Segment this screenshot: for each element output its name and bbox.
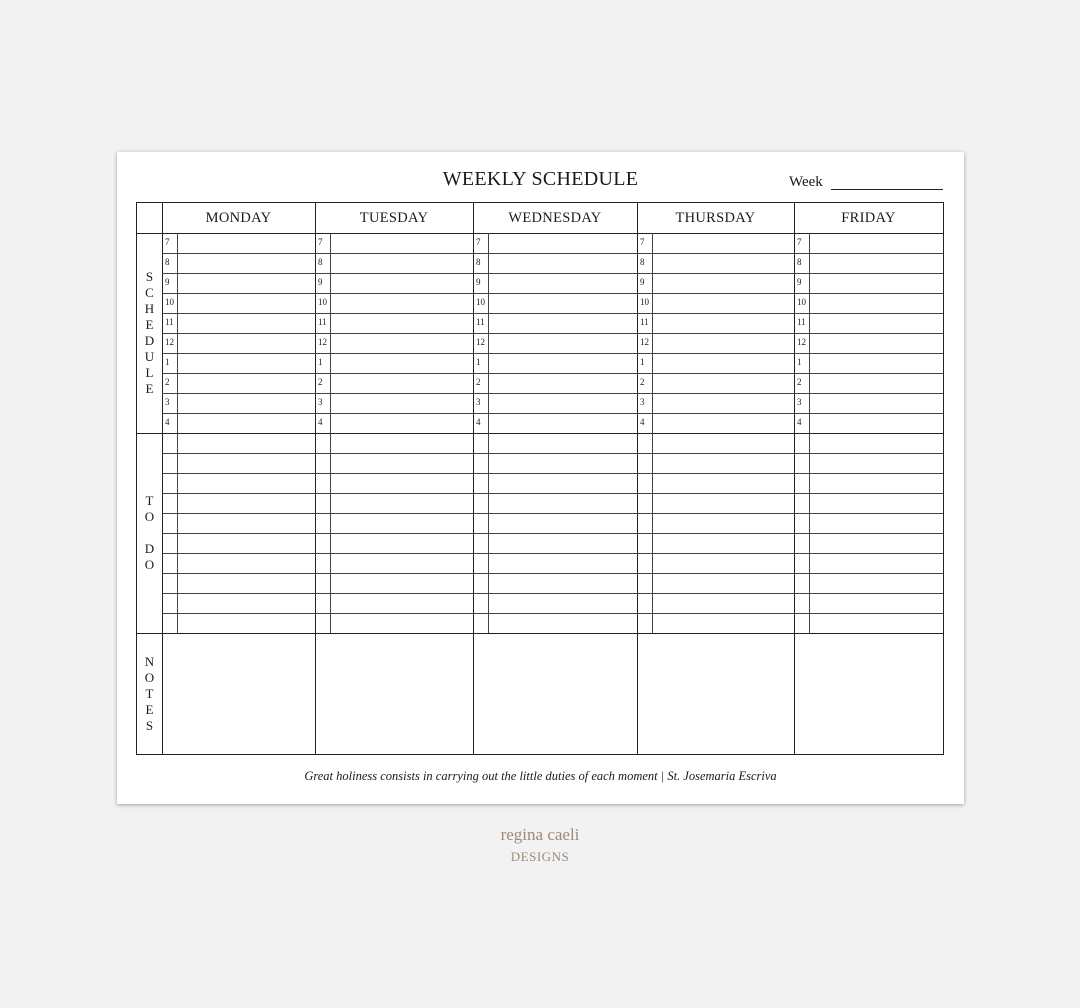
notes-cell[interactable] xyxy=(316,634,472,752)
hour-label: 4 xyxy=(476,417,481,427)
week-field-line xyxy=(831,189,943,190)
hour-label: 10 xyxy=(640,297,649,307)
hour-label: 7 xyxy=(797,237,802,247)
hour-label: 11 xyxy=(476,317,485,327)
schedule-cell[interactable] xyxy=(653,234,793,432)
schedule-cell[interactable] xyxy=(331,234,472,432)
hour-label: 12 xyxy=(318,337,327,347)
section-label-notes xyxy=(137,633,162,755)
hour-label: 4 xyxy=(165,417,170,427)
hour-label: 1 xyxy=(797,357,802,367)
planner-sheet xyxy=(117,152,964,804)
hour-label: 12 xyxy=(165,337,174,347)
schedule-grid xyxy=(136,202,944,755)
hour-label: 4 xyxy=(318,417,323,427)
section-letter: E xyxy=(145,317,154,332)
hour-label: 2 xyxy=(640,377,645,387)
day-header-thursday: THURSDAY xyxy=(675,210,756,226)
hour-label: 2 xyxy=(476,377,481,387)
hour-label: 9 xyxy=(797,277,802,287)
hour-label: 7 xyxy=(165,237,170,247)
notes-cell[interactable] xyxy=(474,634,636,752)
hour-label: 8 xyxy=(318,257,323,267)
notes-cell[interactable] xyxy=(638,634,793,752)
section-label-todo xyxy=(137,433,162,633)
hour-label: 11 xyxy=(640,317,649,327)
hour-label: 7 xyxy=(476,237,481,247)
hour-label: 8 xyxy=(165,257,170,267)
hour-label: 3 xyxy=(797,397,802,407)
hour-label: 8 xyxy=(640,257,645,267)
section-letter: L xyxy=(145,365,154,380)
hour-label: 4 xyxy=(797,417,802,427)
hour-label: 2 xyxy=(797,377,802,387)
hour-label: 9 xyxy=(165,277,170,287)
notes-cell[interactable] xyxy=(163,634,314,752)
day-header-tuesday: TUESDAY xyxy=(359,210,429,226)
hour-label: 2 xyxy=(318,377,323,387)
hour-label: 2 xyxy=(165,377,170,387)
hour-label: 12 xyxy=(797,337,806,347)
hour-label: 12 xyxy=(640,337,649,347)
schedule-cell[interactable] xyxy=(489,234,636,432)
hour-label: 1 xyxy=(318,357,323,367)
hour-label: 10 xyxy=(797,297,806,307)
hour-label: 11 xyxy=(318,317,327,327)
hour-label: 1 xyxy=(640,357,645,367)
hour-label: 12 xyxy=(476,337,485,347)
section-letter: N xyxy=(144,654,155,669)
section-letter: T xyxy=(145,493,154,508)
hour-label: 3 xyxy=(318,397,323,407)
week-label: Week xyxy=(789,174,823,190)
section-letter: E xyxy=(145,381,154,396)
todo-cell[interactable] xyxy=(331,434,472,632)
schedule-cell[interactable] xyxy=(178,234,314,432)
hour-label: 3 xyxy=(165,397,170,407)
hour-label: 11 xyxy=(165,317,174,327)
hour-label: 10 xyxy=(165,297,174,307)
hour-label: 8 xyxy=(476,257,481,267)
section-letter: S xyxy=(145,269,154,284)
notes-cell[interactable] xyxy=(795,634,942,752)
day-header-monday: MONDAY xyxy=(205,210,272,226)
section-letter: D xyxy=(144,541,155,556)
section-label-schedule xyxy=(137,233,162,433)
brand-name: regina caeli xyxy=(500,825,580,844)
todo-cell[interactable] xyxy=(178,434,314,632)
hour-label: 1 xyxy=(476,357,481,367)
section-letter: C xyxy=(145,285,154,300)
section-letter: T xyxy=(145,686,154,701)
section-letter: S xyxy=(145,718,154,733)
section-letter: D xyxy=(144,333,155,348)
hour-label: 3 xyxy=(640,397,645,407)
todo-cell[interactable] xyxy=(653,434,793,632)
hour-label: 11 xyxy=(797,317,806,327)
section-letter: O xyxy=(144,670,155,685)
section-letter: E xyxy=(145,702,154,717)
section-letter: U xyxy=(144,349,155,364)
todo-cell[interactable] xyxy=(810,434,942,632)
day-header-wednesday: WEDNESDAY xyxy=(508,210,602,226)
todo-cell[interactable] xyxy=(489,434,636,632)
section-letter: O xyxy=(144,557,155,572)
hour-label: 8 xyxy=(797,257,802,267)
hour-label: 9 xyxy=(318,277,323,287)
quote: Great holiness consists in carrying out the little duties of each moment | St. Josemaria Escriva xyxy=(304,769,777,783)
section-letter: O xyxy=(144,509,155,524)
hour-label: 7 xyxy=(640,237,645,247)
page-title: WEEKLY SCHEDULE xyxy=(442,168,639,190)
hour-label: 9 xyxy=(476,277,481,287)
section-letter: H xyxy=(144,301,155,316)
hour-label: 10 xyxy=(318,297,327,307)
brand-subtitle: DESIGNS xyxy=(510,849,570,864)
day-header-friday: FRIDAY xyxy=(841,210,896,226)
hour-label: 3 xyxy=(476,397,481,407)
hour-label: 4 xyxy=(640,417,645,427)
hour-label: 1 xyxy=(165,357,170,367)
hour-label: 9 xyxy=(640,277,645,287)
schedule-cell[interactable] xyxy=(810,234,942,432)
hour-label: 10 xyxy=(476,297,485,307)
hour-label: 7 xyxy=(318,237,323,247)
